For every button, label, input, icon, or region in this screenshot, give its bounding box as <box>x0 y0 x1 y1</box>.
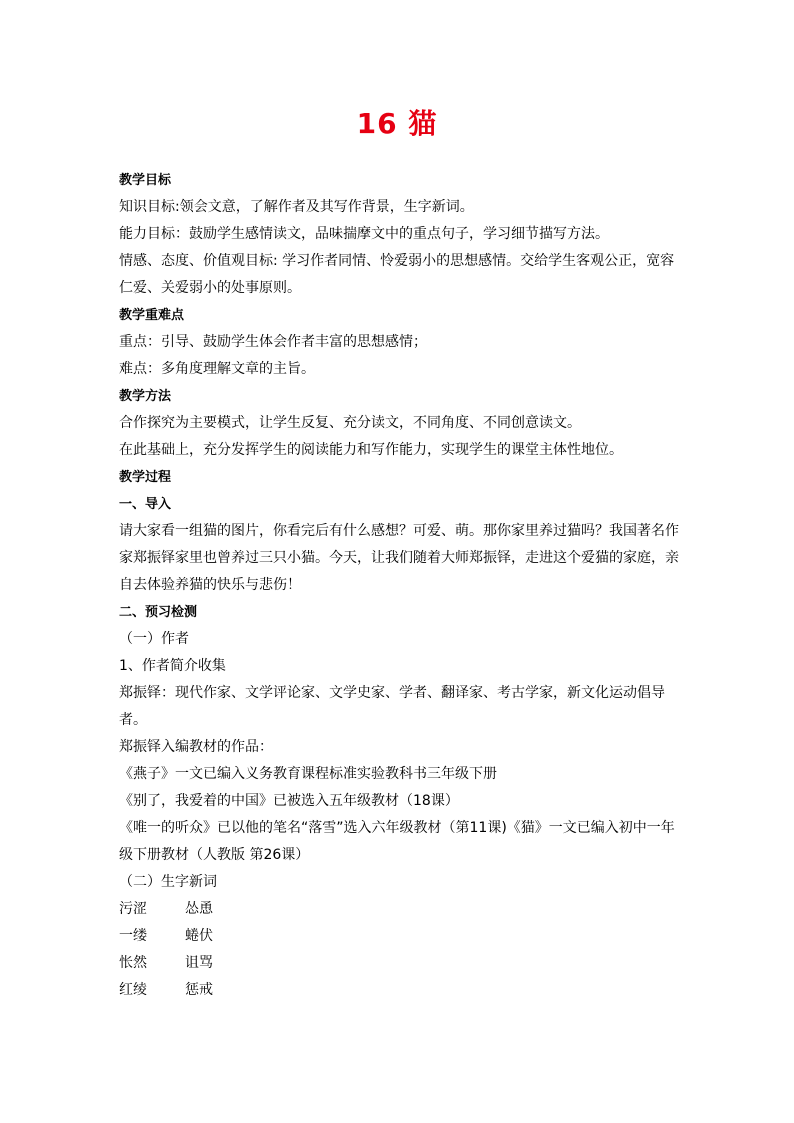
vocab-word: 诅骂 <box>185 955 213 971</box>
body-paragraph: 重点：引导、鼓励学生体会作者丰富的思想感情； <box>119 334 427 350</box>
section-heading: 教学方法 <box>119 389 172 404</box>
vocab-word: 怅然 <box>119 955 147 971</box>
body-paragraph: 郑振铎：现代作家、文学评论家、文学史家、学者、翻译家、考古学家，新文化运动倡导者。 <box>119 685 665 728</box>
vocab-word: 污涩 <box>119 901 147 917</box>
body-paragraph: （一）作者 <box>119 631 189 647</box>
vocab-word: 怂恿 <box>185 901 213 917</box>
vocab-row <box>119 950 679 977</box>
document-title: 16 猫 <box>356 107 438 140</box>
vocab-row <box>119 977 679 1004</box>
body-paragraph: 合作探究为主要模式，让学生反复、充分读文，不同角度、不同创意读文。 <box>119 415 581 431</box>
document-body <box>119 167 679 1004</box>
section-heading: 教学重难点 <box>119 308 185 323</box>
body-paragraph: 难点：多角度理解文章的主旨。 <box>119 361 315 377</box>
section-heading: 二、预习检测 <box>119 605 198 620</box>
body-paragraph: 《唯一的听众》已以他的笔名“落雪”选入六年级教材（第11课)《猫》一文已编入初中一年级下册教材（人教版 第26课） <box>119 820 675 863</box>
body-paragraph: 在此基础上，充分发挥学生的阅读能力和写作能力，实现学生的课堂主体性地位。 <box>119 442 623 458</box>
section-heading: 教学过程 <box>119 470 172 485</box>
vocab-row <box>119 896 679 923</box>
body-paragraph: 知识目标:领会文意，了解作者及其写作背景，生字新词。 <box>119 199 474 215</box>
body-paragraph: 郑振铎入编教材的作品： <box>119 739 273 755</box>
vocab-word: 一缕 <box>119 928 147 944</box>
body-paragraph: 1、作者简介收集 <box>119 658 226 674</box>
vocab-word: 蜷伏 <box>185 928 213 944</box>
body-paragraph: 能力目标：鼓励学生感情读文，品味揣摩文中的重点句子，学习细节描写方法。 <box>119 226 609 242</box>
body-paragraph: 请大家看一组猫的图片，你看完后有什么感想？可爱、萌。那你家里养过猫吗？我国著名作家郑振铎家里也曾养过三只小猫。今天，让我们随着大师郑振铎，走进这个爱猫的家庭，亲自去体验养猫的快乐与悲伤！ <box>119 523 679 593</box>
body-paragraph: 情感、态度、价值观目标: 学习作者同情、怜爱弱小的思想感情。交给学生客观公正，宽容仁爱、关爱弱小的处事原则。 <box>119 253 675 296</box>
vocab-row <box>119 923 679 950</box>
body-paragraph: 《别了，我爱着的中国》已被选入五年级教材（18课） <box>119 793 459 809</box>
section-heading: 教学目标 <box>119 173 172 188</box>
body-paragraph: 《燕子》一文已编入义务教育课程标准实验教科书三年级下册 <box>119 766 497 782</box>
body-paragraph: （二）生字新词 <box>119 874 217 890</box>
section-heading: 一、导入 <box>119 497 172 512</box>
vocab-word: 红绫 <box>119 982 147 998</box>
vocab-word: 惩戒 <box>185 982 213 998</box>
